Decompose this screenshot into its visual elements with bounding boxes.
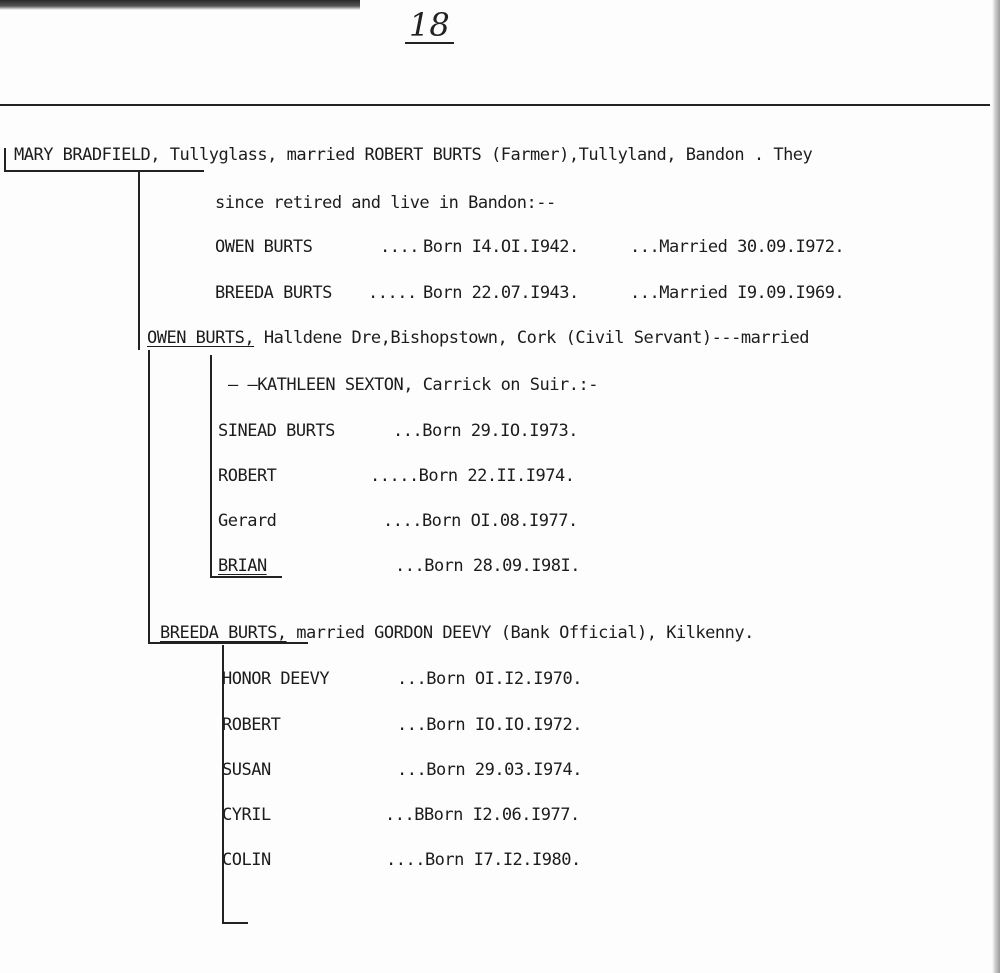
owen-child-entry: .....Born 22.II.I974. [370,466,575,486]
breeda-heading [160,622,754,644]
header-line-2: since retired and live in Bandon:-- [215,193,556,213]
left-margin-mark [4,148,6,170]
breeda-child-name: SUSAN [222,760,271,780]
owen-heading-name: OWEN BURTS, [147,328,255,348]
breeda-child-entry: ...Born 29.03.I974. [397,760,582,780]
header-line-1 [14,144,812,166]
breeda-child-entry: ...Born IO.IO.I972. [397,715,582,735]
owen-spouse-line: — —KATHLEEN SEXTON, Carrick on Suir.:- [228,375,598,395]
page-number: 18 [405,8,454,44]
breeda-heading-rest: married GORDON DEEVY (Bank Official), Kilkenny. [286,623,754,643]
breeda-children-end [222,922,248,924]
scan-edge-top [0,0,360,10]
breeda-child-name: HONOR DEEVY [222,669,330,689]
mary-underline-connector [4,170,204,172]
child-dots: ..... [368,283,417,303]
owen-heading-rest: Halldene Dre,Bishopstown, Cork (Civil Servant)---married [254,328,809,348]
child-born: Born 22.07.I943. [423,283,579,303]
breeda-child-name: COLIN [222,850,271,870]
owen-children-line [210,355,212,577]
child-name: BREEDA BURTS [215,283,332,303]
breeda-child-name: ROBERT [222,715,281,735]
header-rule [0,104,990,106]
breeda-child-entry: ...Born OI.I2.I970. [397,669,582,689]
breeda-child-entry: ...BBorn I2.06.I977. [385,805,580,825]
child-dots: .... [380,237,419,257]
owen-child-entry: ...Born 29.IO.I973. [393,421,578,441]
owen-child-name: Gerard [218,511,277,531]
mary-descendants-line [138,170,140,350]
child-born: Born I4.OI.I942. [423,237,579,257]
owen-heading [147,327,809,349]
breeda-heading-name: BREEDA BURTS, [160,623,287,643]
owen-child-name: SINEAD BURTS [218,421,335,441]
owen-child-name: BRIAN [218,556,267,576]
child-married: ...Married 30.09.I972. [630,237,845,257]
child-married: ...Married I9.09.I969. [630,283,845,303]
breeda-child-entry: ....Born I7.I2.I980. [386,850,581,870]
child-name: OWEN BURTS [215,237,313,257]
owen-child-name: ROBERT [218,466,277,486]
mary-bradfield-name: MARY BRADFIELD, [14,145,161,165]
owen-child-entry: ....Born OI.08.I977. [383,511,578,531]
breeda-child-name: CYRIL [222,805,271,825]
children-branch-line [148,350,150,643]
header-line-1-rest: Tullyglass, married ROBERT BURTS (Farmer),Tullyland, Bandon . They [160,145,813,165]
scan-edge-right [992,0,1000,973]
owen-child-entry: ...Born 28.09.I98I. [395,556,580,576]
